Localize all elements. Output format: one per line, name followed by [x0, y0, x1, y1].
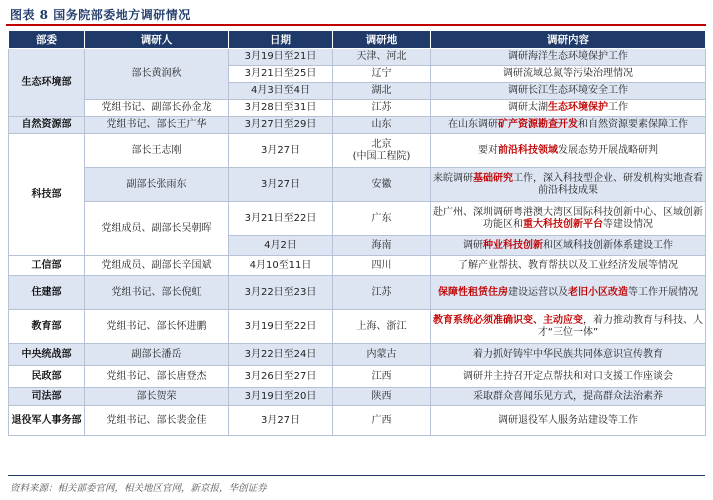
date-cell: 3月27日至29日 [229, 117, 333, 134]
table-row [9, 168, 706, 202]
table-row [9, 100, 706, 117]
date-cell: 3月22日至23日 [229, 276, 333, 310]
table-row [9, 388, 706, 406]
content-text: 采取群众喜闻乐见方式，提高群众法治素养 [473, 390, 663, 402]
place-cell: 陕西 [333, 388, 431, 406]
content-text: 工作 [608, 102, 628, 113]
header-dept: 部委 [9, 31, 85, 49]
date-cell: 4月2日 [229, 236, 333, 256]
person-cell: 部长王志刚 [85, 134, 229, 168]
place-cell: 四川 [333, 256, 431, 276]
table-row [9, 276, 706, 310]
content-text: 等工作开展情况 [628, 286, 698, 298]
dept-cell: 中央统战部 [9, 344, 85, 366]
content-text: 来皖调研 [433, 172, 473, 184]
content-text: 调研海洋生态环境保护工作 [508, 51, 628, 62]
table-row [9, 49, 706, 66]
content-text: 要对 [478, 144, 498, 156]
date-cell: 3月21日至25日 [229, 66, 333, 83]
content-text: 建设运营以及 [508, 286, 568, 298]
person-cell: 党组书记、部长怀进鹏 [85, 310, 229, 344]
content-text: 和自然资源要素保障工作 [578, 119, 688, 130]
table-header-row [9, 31, 706, 49]
content-cell [431, 344, 706, 366]
content-cell [431, 134, 706, 168]
place-cell: 山东 [333, 117, 431, 134]
place-cell: 辽宁 [333, 66, 431, 83]
content-cell [431, 100, 706, 117]
content-text: 着力抓好铸牢中华民族共同体意识宣传教育 [473, 348, 663, 360]
content-text: 调研长江生态环境安全工作 [508, 85, 628, 96]
highlighted-text: 矿产资源勘查开发 [498, 119, 578, 130]
dept-cell: 退役军人事务部 [9, 406, 85, 436]
highlighted-text: 生态环境保护 [548, 102, 608, 113]
person-cell: 党组书记、部长裴金佳 [85, 406, 229, 436]
person-cell: 党组书记、部长王广华 [85, 117, 229, 134]
content-text: ，着力推动教育与科技、人才“三位一体” [537, 314, 703, 338]
content-cell [431, 276, 706, 310]
dept-cell: 科技部 [9, 134, 85, 256]
highlighted-text: 种业科技创新 [483, 239, 543, 251]
header-date: 日期 [229, 31, 333, 49]
table-row [9, 406, 706, 436]
place-cell: 天津、河北 [333, 49, 431, 66]
content-cell [431, 310, 706, 344]
person-cell: 党组书记、部长唐登杰 [85, 366, 229, 388]
person-cell: 党组书记、部长倪虹 [85, 276, 229, 310]
highlighted-text: 基础研究 [473, 172, 513, 184]
dept-cell: 工信部 [9, 256, 85, 276]
content-text: 调研流域总氮等污染治理情况 [503, 68, 633, 79]
highlighted-text: 重大科技创新平台 [523, 218, 603, 230]
content-text: 调研退役军人服务站建设等工作 [498, 414, 638, 426]
date-cell: 3月19日至22日 [229, 310, 333, 344]
place-cell: 上海、浙江 [333, 310, 431, 344]
content-text: 了解产业帮扶、教育帮扶以及工业经济发展等情况 [458, 259, 678, 271]
date-cell: 3月28日至31日 [229, 100, 333, 117]
ministry-survey-table [8, 30, 706, 436]
person-cell: 部长贺荣 [85, 388, 229, 406]
table-row [9, 256, 706, 276]
date-cell: 3月19日至20日 [229, 388, 333, 406]
date-cell: 3月27日 [229, 406, 333, 436]
header-content: 调研内容 [431, 31, 706, 49]
person-cell: 副部长张雨东 [85, 168, 229, 202]
footer-rule [8, 475, 705, 476]
table-row [9, 202, 706, 236]
place-cell: 广西 [333, 406, 431, 436]
person-cell: 党组成员、副部长辛国斌 [85, 256, 229, 276]
dept-cell: 住建部 [9, 276, 85, 310]
table-row [9, 310, 706, 344]
header-person: 调研人 [85, 31, 229, 49]
dept-cell: 民政部 [9, 366, 85, 388]
place-cell: 江苏 [333, 100, 431, 117]
highlighted-text: 保障性租赁住房 [438, 286, 508, 298]
person-cell: 副部长潘岳 [85, 344, 229, 366]
content-text: 工作，深入科技型企业、研发机构实地查看前沿科技成果 [513, 172, 703, 196]
person-cell: 党组书记、副部长孙金龙 [85, 100, 229, 117]
content-cell [431, 236, 706, 256]
date-cell: 4月10至11日 [229, 256, 333, 276]
place-cell: 广东 [333, 202, 431, 236]
place-cell: 北京 (中国工程院) [333, 134, 431, 168]
header-place: 调研地 [333, 31, 431, 49]
highlighted-text: 前沿科技领域 [498, 144, 558, 156]
place-cell: 内蒙古 [333, 344, 431, 366]
person-cell: 党组成员、副部长吴朝晖 [85, 202, 229, 256]
content-text: 调研 [463, 239, 483, 251]
date-cell: 3月22日至24日 [229, 344, 333, 366]
content-cell [431, 388, 706, 406]
place-cell: 海南 [333, 236, 431, 256]
table-row [9, 344, 706, 366]
person-cell: 部长黄润秋 [85, 49, 229, 100]
dept-cell: 自然资源部 [9, 117, 85, 134]
date-cell: 3月21日至22日 [229, 202, 333, 236]
table-row [9, 366, 706, 388]
source-note: 资料来源：相关部委官网，相关地区官网，新京报，华创证券 [10, 483, 267, 494]
content-cell [431, 66, 706, 83]
dept-cell: 教育部 [9, 310, 85, 344]
date-cell: 3月27日 [229, 134, 333, 168]
content-cell [431, 168, 706, 202]
date-cell: 3月19日至21日 [229, 49, 333, 66]
content-text: 和区域科技创新体系建设工作 [543, 239, 673, 251]
figure-title: 图表 8 国务院部委地方调研情况 [10, 8, 191, 22]
place-cell: 江西 [333, 366, 431, 388]
content-text: 调研并主持召开定点帮扶和对口支援工作座谈会 [463, 370, 673, 382]
content-cell [431, 83, 706, 100]
content-cell [431, 406, 706, 436]
dept-cell: 司法部 [9, 388, 85, 406]
content-text: 等建设情况 [603, 218, 653, 230]
dept-cell: 生态环境部 [9, 49, 85, 117]
content-cell [431, 49, 706, 66]
highlighted-text: 老旧小区改造 [568, 286, 628, 298]
date-cell: 4月3日至4日 [229, 83, 333, 100]
place-cell: 安徽 [333, 168, 431, 202]
content-cell [431, 366, 706, 388]
figure-title-bar [6, 4, 706, 26]
date-cell: 3月27日 [229, 168, 333, 202]
place-cell: 江苏 [333, 276, 431, 310]
content-cell [431, 202, 706, 236]
table-row [9, 117, 706, 134]
table-row [9, 134, 706, 168]
content-cell [431, 117, 706, 134]
highlighted-text: 教育系统必须准确识变、主动应变 [433, 314, 583, 326]
place-cell: 湖北 [333, 83, 431, 100]
content-text: 赴广州、深圳调研粤港澳大湾区国际科技创新中心、区域创新功能区和 [433, 206, 703, 230]
content-cell [431, 256, 706, 276]
content-text: 发展态势开展战略研判 [558, 144, 658, 156]
content-text: 调研太湖 [508, 102, 548, 113]
content-text: 在山东调研 [448, 119, 498, 130]
date-cell: 3月26日至27日 [229, 366, 333, 388]
